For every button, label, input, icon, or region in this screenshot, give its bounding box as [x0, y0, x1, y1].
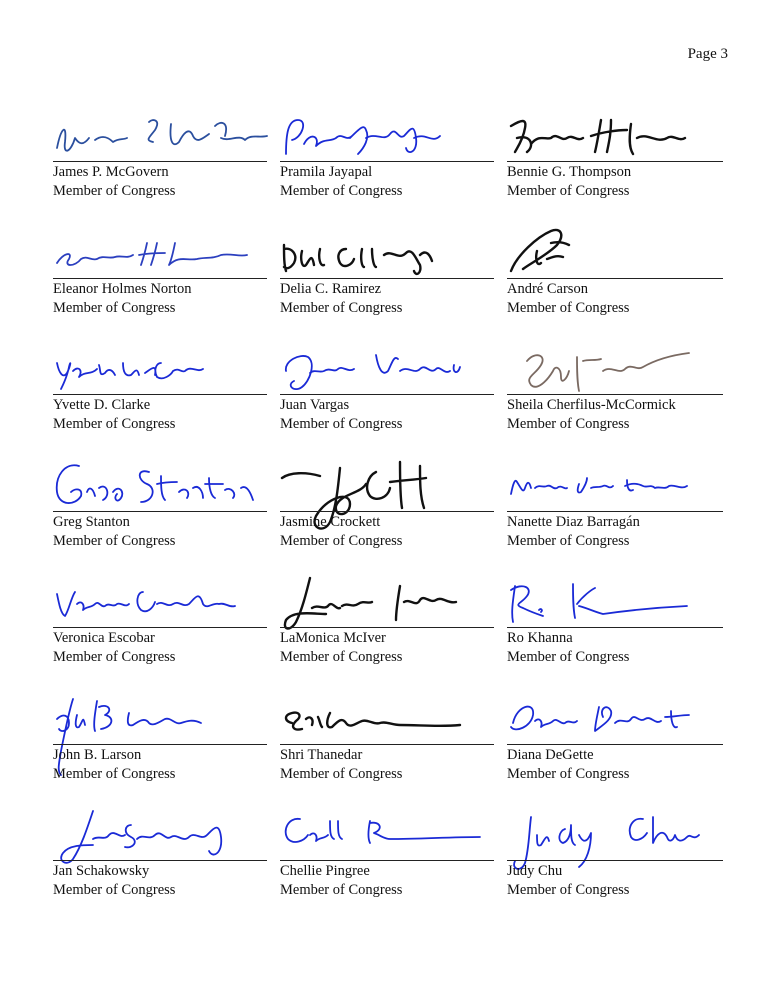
signatory-name: Diana DeGette [507, 746, 594, 763]
signature-block [53, 225, 280, 342]
signature-line [53, 511, 267, 512]
signatory-name: Veronica Escobar [53, 630, 155, 646]
signature-line [507, 161, 723, 162]
signatory-title: Member of Congress [507, 532, 630, 549]
handwritten-signature [53, 341, 267, 397]
signature-block [53, 691, 280, 808]
handwritten-signature [53, 574, 267, 630]
handwritten-signature [507, 574, 721, 630]
handwritten-signature [53, 225, 267, 281]
signatory-name: Juan Vargas [280, 397, 350, 413]
signature-line [507, 511, 723, 512]
signature-block [507, 225, 723, 342]
signature-block [53, 458, 280, 575]
signatory-name: Jasmine Crockett [280, 513, 381, 530]
signatory-name: Ro Khanna [507, 630, 573, 646]
handwritten-signature [280, 458, 494, 514]
handwritten-signature [53, 807, 267, 863]
signature-line [53, 627, 267, 628]
signatory-name: Jan Schakowsky [53, 863, 150, 879]
signature-block [280, 225, 507, 342]
signatory-name: Greg Stanton [53, 513, 130, 530]
handwritten-signature [280, 574, 494, 630]
handwritten-signature [53, 691, 267, 747]
handwritten-signature [53, 108, 267, 164]
signature-line [280, 161, 494, 162]
signatory-name: André Carson [507, 280, 588, 297]
handwritten-signature [53, 458, 267, 514]
signature-line [507, 627, 723, 628]
signatory-title: Member of Congress [53, 532, 176, 549]
signature-line [53, 860, 267, 861]
signatory-name: Sheila Cherfilus-McCormick [507, 397, 676, 413]
signatory-name: Shri Thanedar [280, 746, 363, 763]
handwritten-signature [280, 108, 494, 164]
handwritten-signature [507, 108, 721, 164]
signature-line [53, 394, 267, 395]
signature-line [507, 860, 723, 861]
signature-block [280, 691, 507, 808]
signatory-name: James P. McGovern [53, 164, 169, 180]
signature-block [507, 341, 723, 458]
handwritten-signature [280, 807, 494, 863]
signatory-name: Yvette D. Clarke [53, 397, 151, 413]
signatory-title: Member of Congress [280, 183, 403, 199]
signature-line [280, 511, 494, 512]
signature-line [53, 744, 267, 745]
handwritten-signature [280, 691, 494, 747]
signature-line [53, 278, 267, 279]
signature-block [280, 807, 507, 924]
signature-line [507, 744, 723, 745]
signatory-title: Member of Congress [53, 416, 176, 432]
signatory-title: Member of Congress [280, 649, 403, 665]
signature-line [280, 744, 494, 745]
signature-line [280, 394, 494, 395]
signature-block [53, 341, 280, 458]
handwritten-signature [507, 691, 721, 747]
signatory-title: Member of Congress [53, 649, 176, 665]
signature-line [507, 278, 723, 279]
signatory-title: Member of Congress [53, 765, 176, 782]
signature-block [507, 108, 723, 225]
handwritten-signature [280, 341, 494, 397]
page-number: Page 3 [687, 46, 728, 62]
signatory-title: Member of Congress [280, 765, 403, 782]
signature-line [280, 278, 494, 279]
signature-block [507, 807, 723, 924]
signatory-title: Member of Congress [507, 765, 630, 782]
signatory-title: Member of Congress [507, 183, 630, 199]
signatory-title: Member of Congress [280, 882, 403, 898]
signatory-title: Member of Congress [507, 416, 630, 432]
signature-block [507, 574, 723, 691]
signature-block [280, 574, 507, 691]
signatory-title: Member of Congress [53, 882, 176, 898]
signatory-name: LaMonica McIver [280, 630, 386, 646]
signature-line [53, 161, 267, 162]
signature-block [280, 341, 507, 458]
signatory-title: Member of Congress [53, 183, 176, 199]
signature-block [280, 108, 507, 225]
signatory-name: Delia C. Ramirez [280, 280, 382, 297]
signature-block [507, 458, 723, 575]
signature-block [507, 691, 723, 808]
signature-line [507, 394, 723, 395]
signature-grid [53, 108, 723, 924]
signature-block [53, 807, 280, 924]
signatory-name: Pramila Jayapal [280, 164, 373, 180]
signatory-title: Member of Congress [280, 532, 403, 549]
handwritten-signature [507, 458, 721, 514]
signature-line [280, 627, 494, 628]
signatory-name: Bennie G. Thompson [507, 164, 632, 180]
signature-block [53, 574, 280, 691]
signatory-name: Chellie Pingree [280, 863, 370, 879]
signature-block [280, 458, 507, 575]
signatory-name: Eleanor Holmes Norton [53, 280, 192, 297]
signature-line [280, 860, 494, 861]
handwritten-signature [507, 225, 721, 281]
signatory-title: Member of Congress [507, 299, 630, 316]
signatory-title: Member of Congress [53, 299, 176, 316]
signatory-name: Judy Chu [507, 863, 563, 879]
signatory-name: John B. Larson [53, 746, 142, 763]
signatory-title: Member of Congress [280, 299, 403, 316]
signature-block [53, 108, 280, 225]
signatory-name: Nanette Diaz Barragán [507, 513, 640, 530]
signatory-title: Member of Congress [507, 649, 630, 665]
signatory-title: Member of Congress [280, 416, 403, 432]
handwritten-signature [507, 341, 721, 397]
signatory-title: Member of Congress [507, 882, 630, 898]
handwritten-signature [507, 807, 721, 863]
handwritten-signature [280, 225, 494, 281]
